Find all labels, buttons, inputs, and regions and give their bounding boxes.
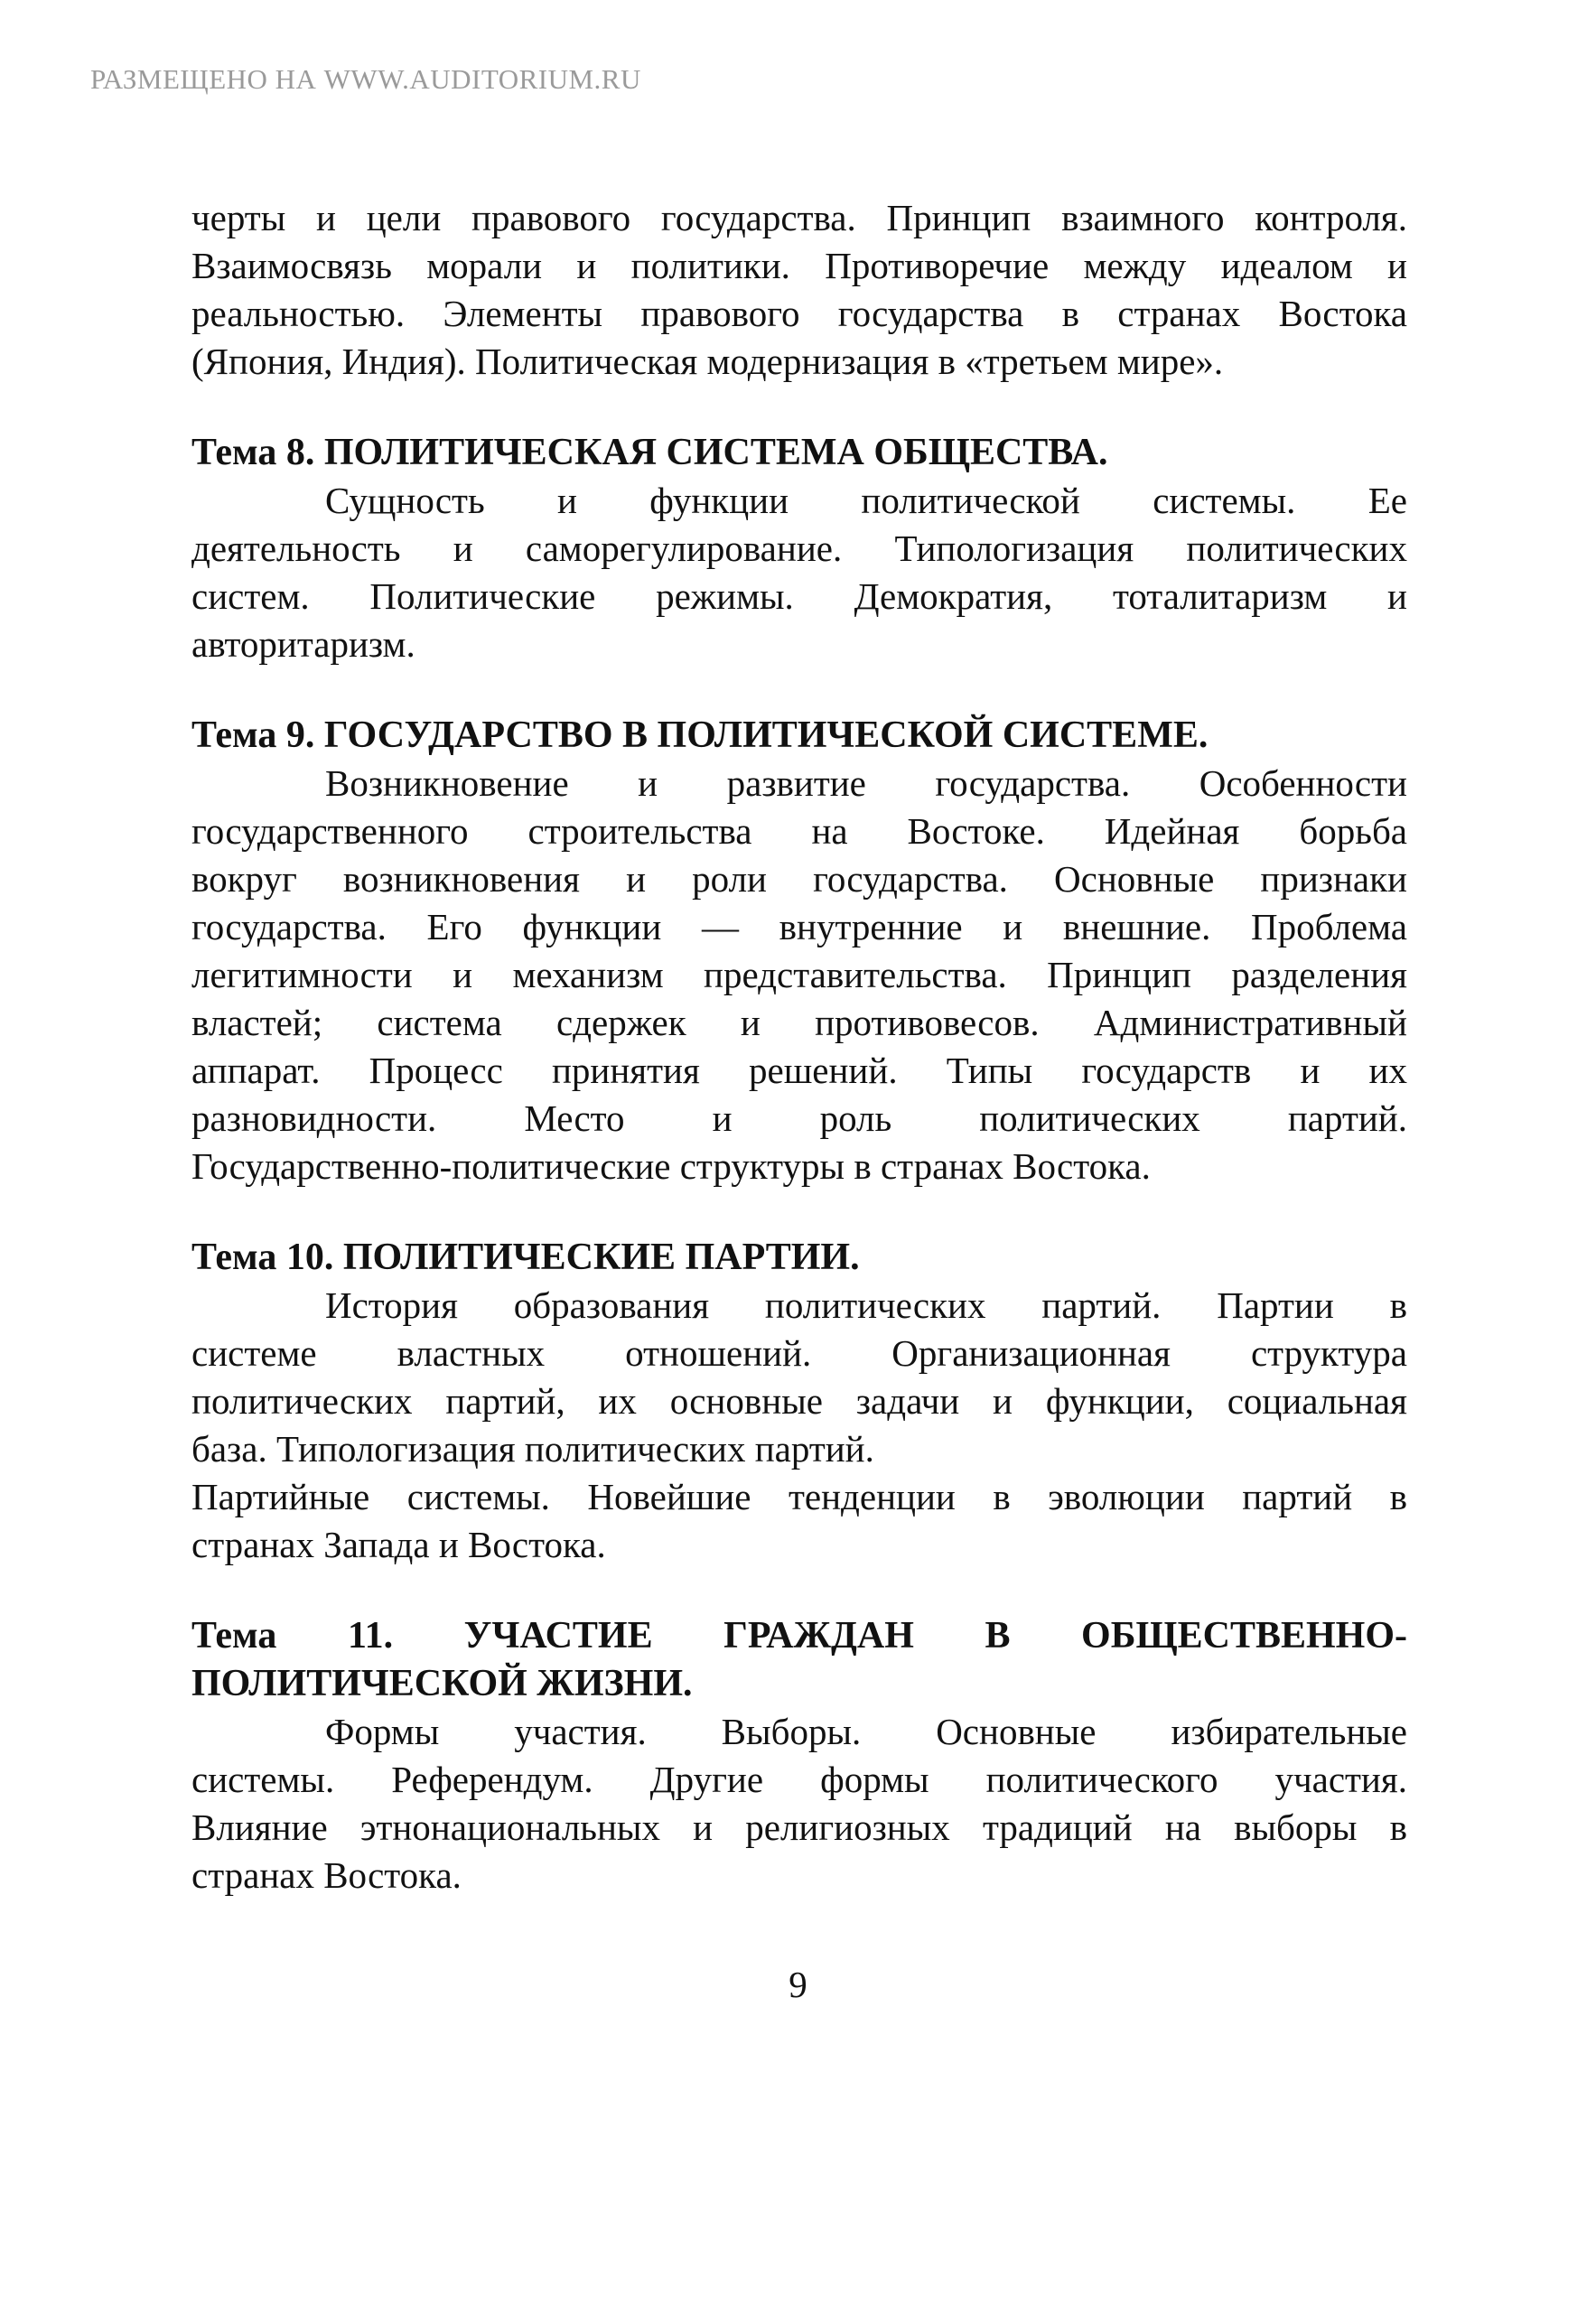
topic-10-heading (191, 1234, 1407, 1282)
text-line: Взаимосвязь морали и политики. Противоречие между идеалом и (191, 245, 1407, 286)
heading-line: Тема 9. ГОСУДАРСТВО В ПОЛИТИЧЕСКОЙ СИСТЕМЕ. (191, 714, 1209, 756)
heading-line: Тема 10. ПОЛИТИЧЕСКИЕ ПАРТИИ. (191, 1237, 860, 1278)
text-line: реальностью. Элементы правового государства в странах Востока (191, 293, 1407, 334)
topic-8-paragraph (191, 477, 1407, 668)
text-line: государственного строительства на Востоке. Идейная борьба (191, 810, 1407, 852)
text-line: база. Типологизация политических партий. (191, 1428, 874, 1470)
topic-11-heading (191, 1612, 1407, 1708)
intro-paragraph (191, 194, 1407, 386)
text-line: легитимности и механизм представительства. Принцип разделения (191, 954, 1407, 995)
topic-11-paragraph (191, 1708, 1407, 1900)
topic-11-section (191, 1612, 1407, 1900)
text-line: Возникновение и развитие государства. Особенности (325, 762, 1407, 804)
text-line: История образования политических партий. Партии в (325, 1284, 1407, 1326)
page-number: 9 (789, 1964, 807, 2005)
heading-line: Тема 8. ПОЛИТИЧЕСКАЯ СИСТЕМА ОБЩЕСТВА. (191, 432, 1108, 473)
text-line: вокруг возникновения и роли государства. Основные признаки (191, 858, 1407, 900)
page-body (191, 194, 1407, 1900)
text-line: разновидности. Место и роль политических партий. (191, 1097, 1407, 1139)
text-line: Влияние этнонациональных и религиозных традиций на выборы в (191, 1806, 1407, 1848)
text-line: государства. Его функции — внутренние и внешние. Проблема (191, 906, 1407, 947)
topic-10-paragraph (191, 1282, 1407, 1473)
text-line: системы. Референдум. Другие формы политического участия. (191, 1759, 1407, 1800)
topic-8-heading (191, 429, 1407, 477)
topic-10-paragraph-2 (191, 1473, 1407, 1569)
text-line: странах Востока. (191, 1854, 462, 1896)
text-line: систем. Политические режимы. Демократия, тоталитаризм и (191, 575, 1407, 617)
text-line: Формы участия. Выборы. Основные избирательные (325, 1711, 1407, 1752)
text-line: Государственно-политические структуры в странах Востока. (191, 1145, 1151, 1187)
text-line: (Япония, Индия). Политическая модернизация в «третьем мире». (191, 341, 1224, 382)
text-line: системе властных отношений. Организационная структура (191, 1332, 1407, 1374)
heading-line: ПОЛИТИЧЕСКОЙ ЖИЗНИ. (191, 1663, 693, 1704)
text-line: странах Запада и Востока. (191, 1524, 606, 1565)
text-line: Сущность и функции политической системы. Ее (325, 480, 1407, 521)
text-line: авторитаризм. (191, 623, 415, 665)
topic-9-heading (191, 712, 1407, 760)
text-line: аппарат. Процесс принятия решений. Типы государств и их (191, 1050, 1407, 1091)
text-line: политических партий, их основные задачи и функции, социальная (191, 1380, 1407, 1422)
text-line: деятельность и саморегулирование. Типологизация политических (191, 527, 1407, 569)
watermark: РАЗМЕЩЕНО НА WWW.AUDITORIUM.RU (90, 63, 641, 95)
text-line: властей; система сдержек и противовесов. Административный (191, 1002, 1407, 1043)
topic-10-section (191, 1234, 1407, 1569)
topic-9-paragraph (191, 760, 1407, 1190)
topic-9-section (191, 712, 1407, 1190)
text-line: черты и цели правового государства. Принцип взаимного контроля. (191, 197, 1407, 238)
topic-8-section (191, 429, 1407, 668)
text-line: Партийные системы. Новейшие тенденции в эволюции партий в (191, 1476, 1407, 1517)
heading-line: Тема 11. УЧАСТИЕ ГРАЖДАН В ОБЩЕСТВЕННО- (191, 1615, 1407, 1657)
